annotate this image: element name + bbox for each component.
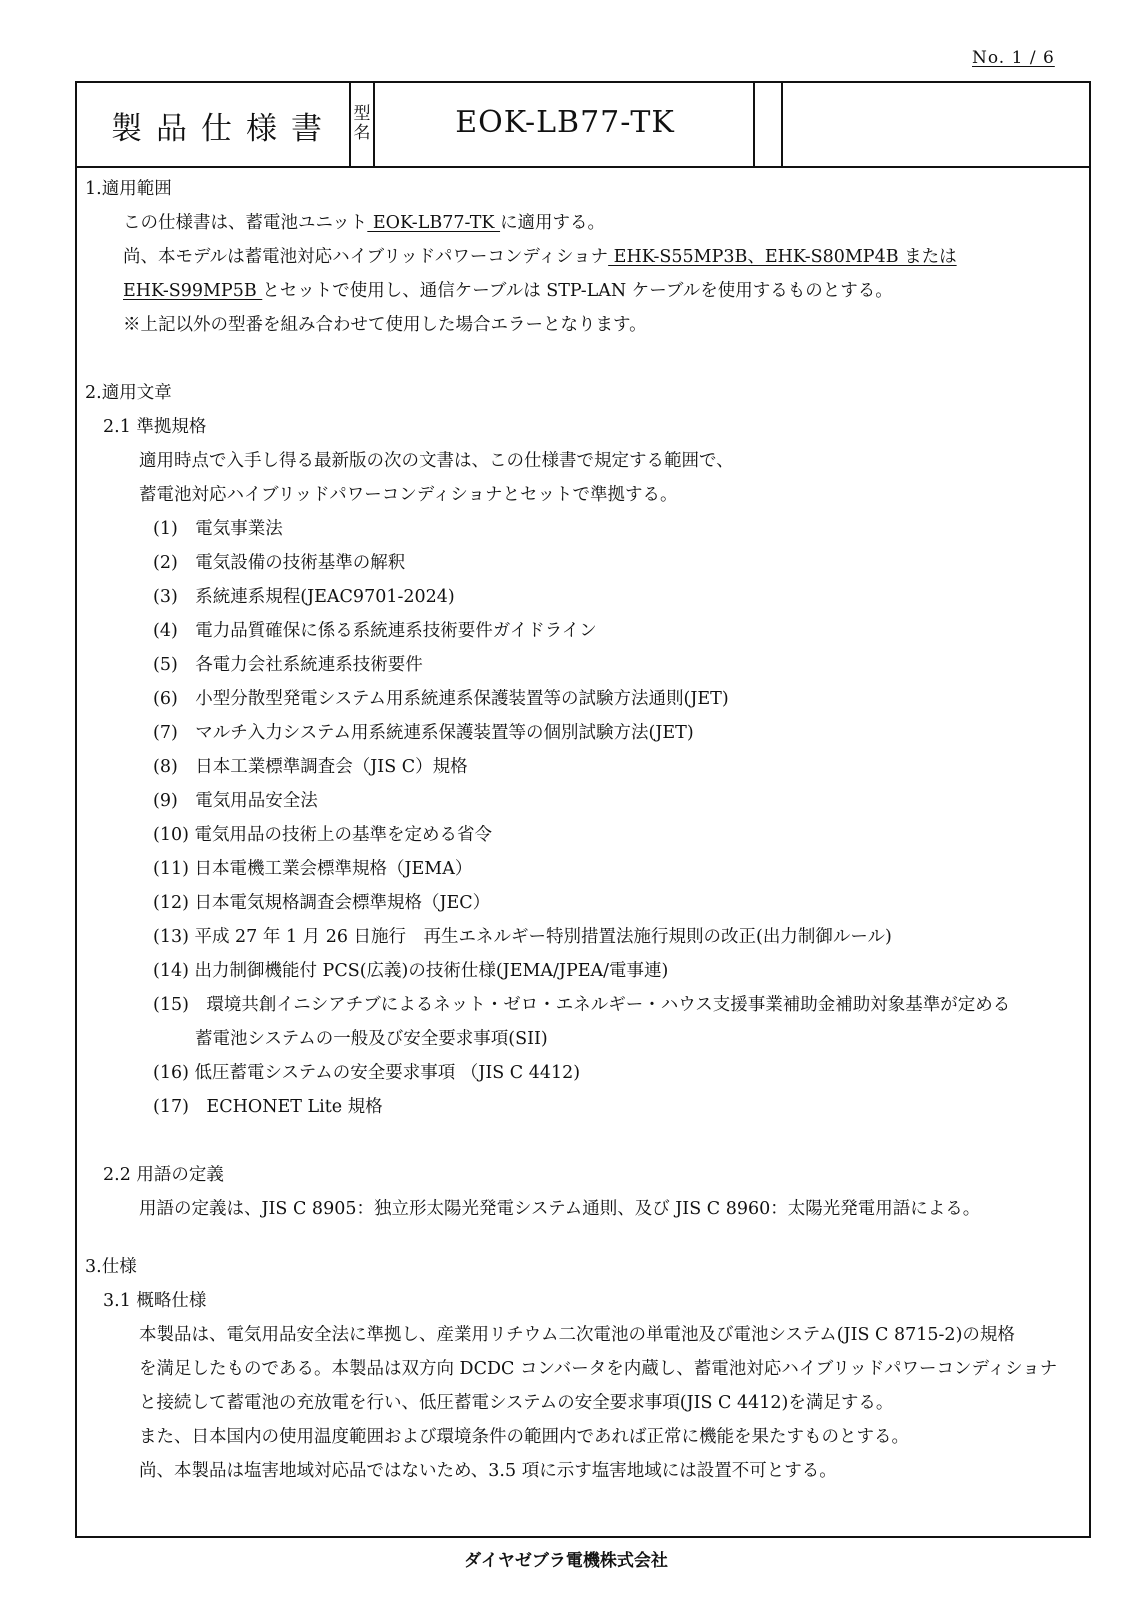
title-block bbox=[77, 83, 1089, 168]
model-ref: EHK-S99MP5B bbox=[123, 281, 263, 301]
standard-item: (2) 電気設備の技術基準の解釈 bbox=[153, 553, 406, 573]
standard-item: (8) 日本工業標準調査会（JIS C）規格 bbox=[153, 757, 468, 777]
page-number: No. 1 / 6 bbox=[972, 48, 1055, 68]
paragraph-line: 適用時点で入手し得る最新版の次の文書は、この仕様書で規定する範囲で、 bbox=[139, 451, 734, 471]
paragraph-line: また、日本国内の使用温度範囲および環境条件の範囲内であれば正常に機能を果たすものとする。 bbox=[139, 1427, 909, 1447]
standard-item: (3) 系統連系規程(JEAC9701-2024) bbox=[153, 587, 455, 607]
standard-item: (13) 平成 27 年 1 月 26 日施行 再生エネルギー特別措置法施行規則の改正(出力制御ルール) bbox=[153, 927, 892, 947]
text-span: に適用する。 bbox=[500, 213, 606, 233]
standard-item: (10) 電気用品の技術上の基準を定める省令 bbox=[153, 825, 492, 845]
doc-title: 製品仕様書 bbox=[111, 111, 336, 147]
section-heading: 3.仕様 bbox=[85, 1257, 137, 1277]
blank-cell bbox=[755, 83, 783, 166]
standard-item: (17) ECHONET Lite 規格 bbox=[153, 1097, 383, 1117]
standard-item: (14) 出力制御機能付 PCS(広義)の技術仕様(JEMA/JPEA/電事連) bbox=[153, 961, 669, 981]
standard-item: (1) 電気事業法 bbox=[153, 519, 283, 539]
company-name: ダイヤゼブラ電機株式会社 bbox=[464, 1551, 668, 1571]
scope-line bbox=[123, 277, 893, 302]
subsection-heading: 3.1 概略仕様 bbox=[103, 1291, 207, 1311]
scope-line bbox=[123, 209, 605, 234]
paragraph-line: と接続して蓄電池の充放電を行い、低圧蓄電システムの安全要求事項(JIS C 4412)を満足する。 bbox=[139, 1393, 894, 1413]
model-label: 型名 bbox=[353, 104, 371, 143]
standard-item: (9) 電気用品安全法 bbox=[153, 791, 318, 811]
standard-item: (6) 小型分散型発電システム用系統連系保護装置等の試験方法通則(JET) bbox=[153, 689, 729, 709]
section-heading: 1.適用範囲 bbox=[85, 179, 172, 199]
scope-line bbox=[123, 243, 957, 268]
standard-item: (12) 日本電気規格調査会標準規格（JEC） bbox=[153, 893, 491, 913]
spec-sheet-frame bbox=[75, 81, 1091, 1538]
model-value-cell bbox=[375, 83, 755, 166]
model-ref: EHK-S55MP3B、EHK-S80MP4B または bbox=[608, 247, 957, 267]
text-span: とセットで使用し、通信ケーブルは STP-LAN ケーブルを使用するものとする。 bbox=[262, 281, 893, 301]
standard-item: (7) マルチ入力システム用系統連系保護装置等の個別試験方法(JET) bbox=[153, 723, 694, 743]
standard-item: (16) 低圧蓄電システムの安全要求事項 （JIS C 4412) bbox=[153, 1063, 581, 1083]
paragraph-line: 尚、本製品は塩害地域対応品ではないため、3.5 項に示す塩害地域には設置不可とする。 bbox=[139, 1461, 837, 1481]
doc-title-cell bbox=[77, 83, 351, 166]
paragraph-line: を満足したものである。本製品は双方向 DCDC コンバータを内蔵し、蓄電池対応ハイブリッドパワーコンディショナ bbox=[139, 1359, 1058, 1379]
standard-item: (5) 各電力会社系統連系技術要件 bbox=[153, 655, 423, 675]
paragraph-line: 蓄電池対応ハイブリッドパワーコンディショナとセットで準拠する。 bbox=[139, 485, 678, 505]
standard-item: (15) 環境共創イニシアチブによるネット・ゼロ・エネルギー・ハウス支援事業補助金補助対象基準が定める bbox=[153, 995, 1011, 1015]
section-heading: 2.適用文章 bbox=[85, 383, 172, 403]
paragraph-line: 用語の定義は、JIS C 8905：独立形太陽光発電システム通則、及び JIS C 8960：太陽光発電用語による。 bbox=[139, 1199, 981, 1219]
paragraph-line: 本製品は、電気用品安全法に準拠し、産業用リチウム二次電池の単電池及び電池システム(JIS C 8715-2)の規格 bbox=[139, 1325, 1015, 1345]
text-span: この仕様書は、蓄電池ユニット bbox=[123, 213, 368, 233]
model-value: EOK-LB77-TK bbox=[455, 105, 675, 140]
scope-note: ※上記以外の型番を組み合わせて使用した場合エラーとなります。 bbox=[123, 315, 647, 335]
text-span: 尚、本モデルは蓄電池対応ハイブリッドパワーコンディショナ bbox=[123, 247, 609, 267]
model-ref: EOK-LB77-TK bbox=[367, 213, 501, 233]
subsection-heading: 2.1 準拠規格 bbox=[103, 417, 207, 437]
standard-item: (11) 日本電機工業会標準規格（JEMA） bbox=[153, 859, 473, 879]
standard-item-continued: 蓄電池システムの一般及び安全要求事項(SII) bbox=[195, 1029, 548, 1049]
standard-item: (4) 電力品質確保に係る系統連系技術要件ガイドライン bbox=[153, 621, 597, 641]
model-label-cell bbox=[351, 83, 375, 166]
subsection-heading: 2.2 用語の定義 bbox=[103, 1165, 224, 1185]
